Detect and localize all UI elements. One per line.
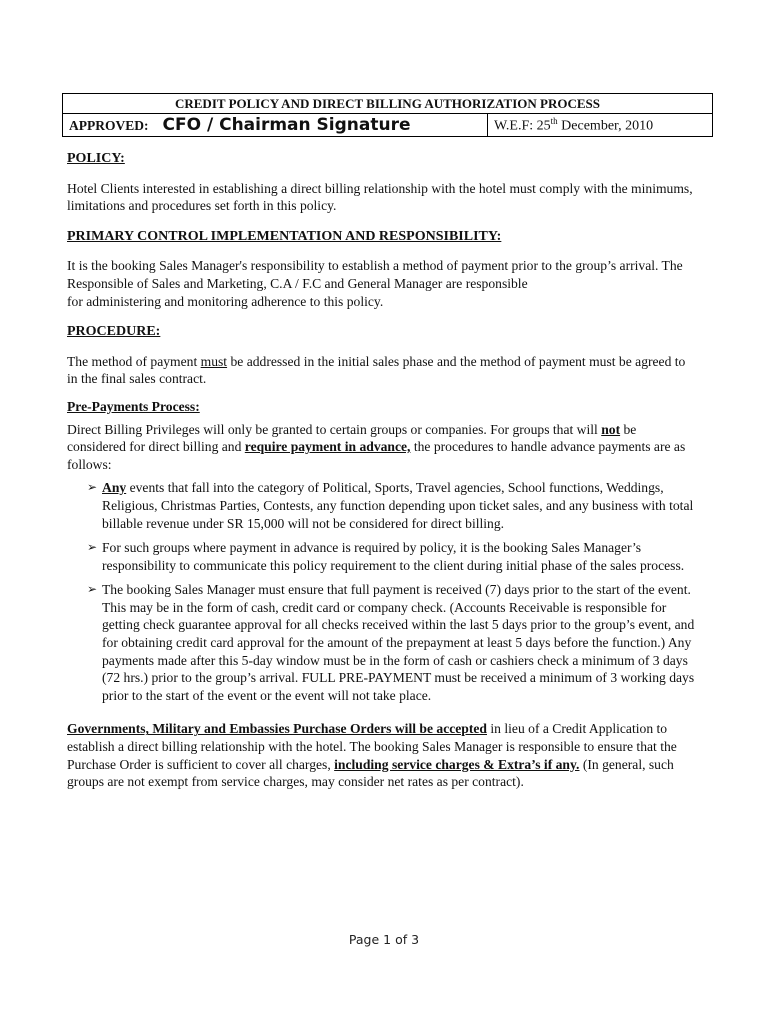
not-emphasis: not: [601, 421, 621, 437]
arrow-bullet-icon: ➢: [87, 540, 98, 555]
policy-heading: POLICY:: [67, 151, 125, 166]
list-item: ➢ For such groups where payment in advance is required by policy, it is the booking Sales Manager’s responsibility to communicate this policy requirement to the client during initial phase of the sales process.: [87, 540, 685, 573]
wef-sup: th: [550, 115, 558, 126]
procedure-text: The method of payment must be addressed in the initial sales phase and the method of payment must be agreed to in the final sales contract.: [67, 353, 686, 387]
primary-control-line2: for administering and monitoring adherence to this policy.: [67, 293, 384, 309]
header-table: [62, 93, 713, 137]
require-advance-emphasis: require payment in advance,: [244, 439, 411, 455]
governments-paragraph: Governments, Military and Embassies Purchase Orders will be accepted in lieu of a Credit Application to establish a direct billing relationship with the hotel. The booking Sales Manager is responsible to ensure that the Purchase Order is sufficient to cover all charges, including service charges & Extra’s if any. (In general, such groups are not exempt from service charges, may consider net rates as per contract).: [67, 721, 677, 790]
page-number: Page 1 of 3: [348, 932, 420, 947]
document-body: [67, 150, 697, 791]
prepayment-bullets: [67, 479, 697, 704]
procedure-heading: PROCEDURE:: [67, 324, 161, 340]
arrow-bullet-icon: ➢: [87, 480, 98, 495]
wef-prefix: W.E.F: 25: [494, 118, 551, 134]
signature-text: CFO / Chairman Signature: [162, 115, 411, 135]
prepayments-intro: Direct Billing Privileges will only be granted to certain groups or companies. For groups that will not be considered for direct billing and require payment in advance, the procedures to handle advance payments are as follows:: [67, 421, 686, 472]
any-emphasis: Any: [102, 480, 127, 496]
governments-emphasis: Governments, Military and Embassies Purchase Orders will be accepted: [67, 721, 487, 737]
arrow-bullet-icon: ➢: [87, 582, 98, 597]
primary-control-heading: PRIMARY CONTROL IMPLEMENTATION AND RESPONSIBILITY:: [67, 228, 502, 244]
wef-date: [488, 114, 713, 137]
wef-suffix: December, 2010: [557, 118, 654, 134]
document-title: CREDIT POLICY AND DIRECT BILLING AUTHORIZATION PROCESS: [63, 94, 713, 114]
approved-label: APPROVED:: [69, 118, 149, 133]
list-item: ➢ Any events that fall into the category of Political, Sports, Travel agencies, School functions, Weddings, Religious, Christmas Parties, Contests, any function depending upon ticket sales, and any business with total billable revenue under SR 15,000 will not be considered for direct billing.: [87, 480, 694, 531]
service-charges-emphasis: including service charges & Extra’s if any.: [334, 756, 580, 772]
approved-cell: [63, 114, 488, 137]
primary-control-line1: It is the booking Sales Manager's responsibility to establish a method of payment prior to the group’s arrival. The Responsible of Sales and Marketing, C.A / F.C and General Manager are responsible: [67, 258, 683, 291]
must-underlined: must: [200, 353, 228, 369]
policy-text: Hotel Clients interested in establishing a direct billing relationship with the hotel must comply with the minimums, limitations and procedures set forth in this policy.: [67, 180, 693, 214]
list-item: ➢ The booking Sales Manager must ensure that full payment is received (7) days prior to the start of the event. This may be in the form of cash, credit card or company check. (Accounts Receivable is responsible for getting check guarantee approval for all checks received within the last 5 days prior to the group’s event, and for obtaining credit card approval for the amount of the prepayment at least 5 days before the function.) Any payments made after this 5-day window must be in the form of cash or cashiers check a minimum of 3 days (72 hrs.) prior to the group’s arrival. FULL PRE-PAYMENT must be received a minimum of 3 working days prior to the start of the event or the event will not take place.: [87, 582, 695, 703]
prepayments-heading: Pre-Payments Process:: [67, 398, 200, 414]
